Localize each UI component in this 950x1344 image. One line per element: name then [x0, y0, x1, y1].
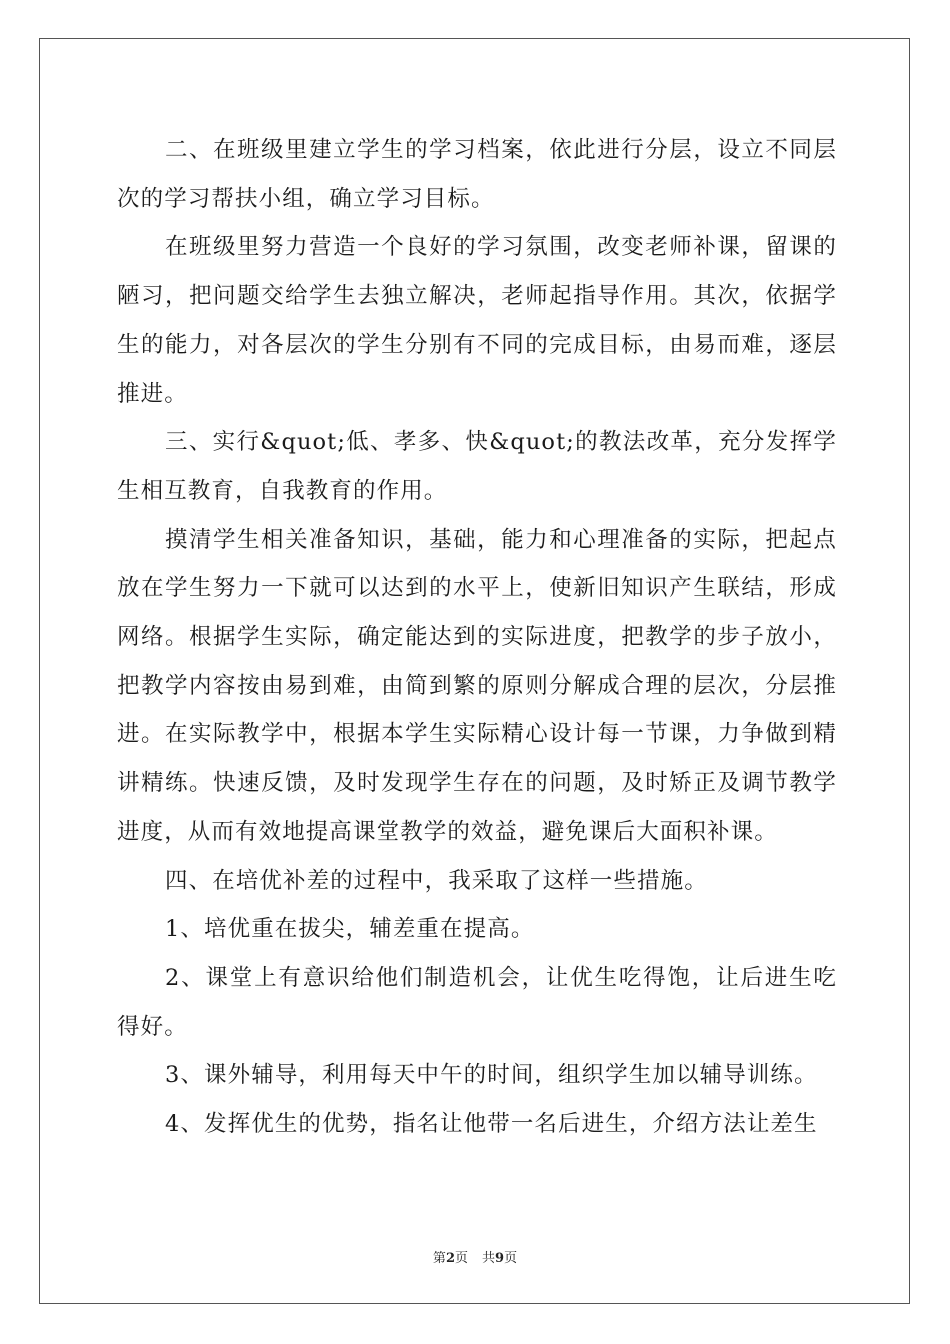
page-number-total: 9	[495, 1251, 505, 1266]
page-total-prefix: 共	[482, 1251, 496, 1266]
paragraph-6: 1、培优重在拔尖，辅差重在提高。	[165, 916, 535, 943]
paragraph-1: 二、在班级里建立学生的学习档案，依此进行分层，设立不同层次的学习帮扶小组，确立学习目标。	[117, 137, 837, 212]
page-number-prefix: 第	[432, 1251, 446, 1266]
paragraph-4: 摸清学生相关准备知识，基础，能力和心理准备的实际，把起点放在学生努力一下就可以达到的水平上，使新旧知识产生联结，形成网络。根据学生实际，确定能达到的实际进度，把教学的步子放小，把教学内容按由易到难，由简到繁的原则分解成合理的层次，分层推进。在实际教学中，根据本学生实际精心设计每一节课，力争做到精讲精练。快速反馈，及时发现学生存在的问题，及时矫正及调节教学进度，从而有效地提高课堂教学的效益，避免课后大面积补课。	[117, 526, 837, 845]
paragraph-7: 2、课堂上有意识给他们制造机会，让优生吃得饱，让后进生吃得好。	[117, 964, 837, 1040]
paragraph-3: 三、实行&quot;低、孝多、快&quot;的教法改革，充分发挥学生相互教育，自我教育的作用。	[117, 429, 837, 504]
paragraph-2: 在班级里努力营造一个良好的学习氛围，改变老师补课，留课的陋习，把问题交给学生去独立解决，老师起指导作用。其次，依据学生的能力，对各层次的学生分别有不同的完成目标，由易而难，逐层推进。	[117, 234, 837, 407]
page-number-current: 2	[445, 1251, 455, 1266]
page-number-suffix: 页	[454, 1251, 468, 1266]
paragraph-5: 四、在培优补差的过程中，我采取了这样一些措施。	[165, 867, 708, 894]
paragraph-9: 4、发挥优生的优势，指名让他带一名后进生，介绍方法让差生	[165, 1111, 818, 1138]
paragraph-8: 3、课外辅导，利用每天中午的时间，组织学生加以辅导训练。	[165, 1062, 818, 1089]
document-body	[117, 126, 837, 1149]
page-total-suffix: 页	[504, 1251, 518, 1266]
page-footer	[0, 1247, 950, 1266]
